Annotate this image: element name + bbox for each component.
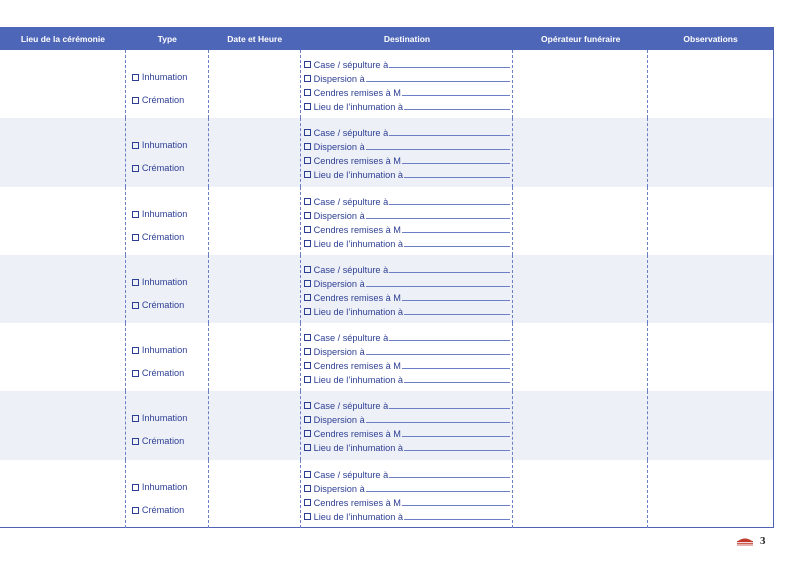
checkbox-icon[interactable] bbox=[132, 165, 139, 172]
type-option[interactable] bbox=[132, 89, 208, 112]
destination-option[interactable] bbox=[304, 98, 510, 112]
table-row bbox=[0, 391, 773, 459]
type-option-label: Crémation bbox=[141, 231, 185, 242]
table-header bbox=[0, 27, 773, 50]
destination-option[interactable] bbox=[304, 494, 510, 508]
checkbox-icon[interactable] bbox=[132, 484, 139, 491]
type-option-label: Inhumation bbox=[141, 140, 188, 151]
destination-option-label: Lieu de l’inhumation à bbox=[313, 238, 403, 249]
header-lieu: Lieu de la cérémonie bbox=[20, 33, 105, 44]
destination-option[interactable] bbox=[304, 138, 510, 152]
fill-in-line[interactable] bbox=[404, 314, 510, 315]
checkbox-icon[interactable] bbox=[304, 499, 311, 506]
destination-option-label: Dispersion à bbox=[313, 74, 365, 84]
date-cell[interactable] bbox=[209, 323, 301, 391]
destination-option-label: Lieu de l’inhumation à bbox=[313, 170, 403, 181]
type-option[interactable] bbox=[132, 271, 208, 294]
type-option-label: Inhumation bbox=[141, 481, 188, 492]
type-option-label: Inhumation bbox=[141, 72, 188, 82]
fill-in-line[interactable] bbox=[366, 354, 510, 355]
fill-in-line[interactable] bbox=[389, 477, 509, 478]
fill-in-line[interactable] bbox=[389, 272, 509, 273]
type-option-label: Crémation bbox=[141, 368, 185, 379]
checkbox-icon[interactable] bbox=[304, 171, 311, 178]
date-cell[interactable] bbox=[209, 391, 301, 459]
fill-in-line[interactable] bbox=[404, 177, 510, 178]
lieu-cell[interactable] bbox=[0, 118, 126, 186]
fill-in-line[interactable] bbox=[402, 505, 510, 506]
fill-in-line[interactable] bbox=[404, 246, 510, 247]
fill-in-line[interactable] bbox=[389, 408, 509, 409]
type-option-label: Inhumation bbox=[141, 208, 188, 219]
destination-option-label: Cendres remises à M bbox=[313, 292, 401, 303]
destination-option[interactable] bbox=[304, 56, 510, 70]
destination-option-label: Lieu de l’inhumation à bbox=[313, 511, 403, 522]
date-cell[interactable] bbox=[209, 118, 301, 186]
observations-cell[interactable] bbox=[648, 118, 773, 186]
fill-in-line[interactable] bbox=[366, 81, 510, 82]
checkbox-icon[interactable] bbox=[132, 279, 139, 286]
destination-option[interactable] bbox=[304, 221, 510, 235]
observations-cell[interactable] bbox=[648, 187, 773, 255]
type-cell bbox=[126, 118, 209, 186]
checkbox-icon[interactable] bbox=[304, 143, 311, 150]
type-cell bbox=[126, 391, 209, 459]
lieu-cell[interactable] bbox=[0, 187, 126, 255]
observations-cell[interactable] bbox=[648, 460, 773, 528]
fill-in-line[interactable] bbox=[389, 135, 509, 136]
date-cell[interactable] bbox=[209, 460, 301, 528]
type-option-label: Inhumation bbox=[141, 345, 188, 356]
fill-in-line[interactable] bbox=[404, 382, 510, 383]
table-row bbox=[0, 118, 773, 186]
checkbox-icon[interactable] bbox=[132, 347, 139, 354]
type-option[interactable] bbox=[132, 203, 208, 226]
operateur-cell[interactable] bbox=[513, 255, 648, 323]
destination-option[interactable] bbox=[304, 289, 510, 303]
page-footer bbox=[736, 535, 766, 547]
checkbox-icon[interactable] bbox=[304, 294, 311, 301]
checkbox-icon[interactable] bbox=[304, 348, 311, 355]
destination-option-label: Dispersion à bbox=[313, 278, 365, 289]
destination-option-label: Case / sépulture à bbox=[313, 469, 389, 480]
destination-option[interactable] bbox=[304, 152, 510, 166]
checkbox-icon[interactable] bbox=[304, 129, 311, 136]
destination-cell bbox=[301, 323, 514, 391]
destination-option[interactable] bbox=[304, 261, 510, 275]
fill-in-line[interactable] bbox=[402, 232, 510, 233]
type-cell bbox=[126, 50, 209, 118]
type-option-label: Inhumation bbox=[141, 276, 188, 287]
type-option[interactable] bbox=[132, 66, 208, 89]
operateur-cell[interactable] bbox=[513, 118, 648, 186]
destination-option-label: Case / sépulture à bbox=[313, 128, 389, 139]
checkbox-icon[interactable] bbox=[304, 362, 311, 369]
fill-in-line[interactable] bbox=[389, 204, 509, 205]
destination-option[interactable] bbox=[304, 329, 510, 343]
destination-option-label: Cendres remises à M bbox=[313, 156, 401, 167]
destination-cell bbox=[301, 187, 514, 255]
checkbox-icon[interactable] bbox=[304, 157, 311, 164]
destination-option[interactable] bbox=[304, 480, 510, 494]
type-option-label: Crémation bbox=[141, 163, 185, 174]
checkbox-icon[interactable] bbox=[304, 416, 311, 423]
destination-option[interactable] bbox=[304, 70, 510, 84]
operateur-cell[interactable] bbox=[513, 460, 648, 528]
fill-in-line[interactable] bbox=[402, 95, 510, 96]
type-option[interactable] bbox=[132, 157, 208, 180]
table-body bbox=[0, 50, 773, 528]
type-cell bbox=[126, 187, 209, 255]
operateur-cell[interactable] bbox=[513, 391, 648, 459]
destination-option-label: Case / sépulture à bbox=[313, 60, 389, 70]
destination-option-label: Cendres remises à M bbox=[313, 361, 401, 372]
checkbox-icon[interactable] bbox=[132, 507, 139, 514]
destination-option-label: Case / sépulture à bbox=[313, 196, 389, 207]
checkbox-icon[interactable] bbox=[132, 415, 139, 422]
operateur-cell[interactable] bbox=[513, 323, 648, 391]
type-option-label: Crémation bbox=[141, 299, 185, 310]
table-row bbox=[0, 323, 773, 391]
destination-option-label: Lieu de l’inhumation à bbox=[313, 102, 403, 112]
table-row bbox=[0, 50, 773, 118]
type-cell bbox=[126, 255, 209, 323]
destination-option[interactable] bbox=[304, 371, 510, 385]
destination-option[interactable] bbox=[304, 466, 510, 480]
fill-in-line[interactable] bbox=[366, 286, 510, 287]
header-observations: Observations bbox=[683, 33, 738, 44]
checkbox-icon[interactable] bbox=[304, 513, 311, 520]
checkbox-icon[interactable] bbox=[304, 240, 311, 247]
checkbox-icon[interactable] bbox=[304, 61, 311, 68]
destination-option[interactable] bbox=[304, 235, 510, 249]
checkbox-icon[interactable] bbox=[132, 438, 139, 445]
fill-in-line[interactable] bbox=[404, 519, 510, 520]
table-row bbox=[0, 187, 773, 255]
destination-option-label: Lieu de l’inhumation à bbox=[313, 375, 403, 386]
destination-option-label: Cendres remises à M bbox=[313, 429, 401, 440]
operateur-cell[interactable] bbox=[513, 50, 648, 118]
lieu-cell[interactable] bbox=[0, 460, 126, 528]
observations-cell[interactable] bbox=[648, 255, 773, 323]
type-cell bbox=[126, 323, 209, 391]
destination-option-label: Cendres remises à M bbox=[313, 224, 401, 235]
checkbox-icon[interactable] bbox=[304, 198, 311, 205]
destination-option[interactable] bbox=[304, 343, 510, 357]
destination-cell bbox=[301, 391, 514, 459]
destination-option-label: Dispersion à bbox=[313, 483, 365, 494]
publisher-logo-icon bbox=[736, 536, 754, 546]
destination-option-label: Dispersion à bbox=[313, 142, 365, 153]
lieu-cell[interactable] bbox=[0, 391, 126, 459]
fill-in-line[interactable] bbox=[366, 149, 510, 150]
destination-option[interactable] bbox=[304, 357, 510, 371]
type-option[interactable] bbox=[132, 134, 208, 157]
checkbox-icon[interactable] bbox=[304, 89, 311, 96]
lieu-cell[interactable] bbox=[0, 255, 126, 323]
date-cell[interactable] bbox=[209, 255, 301, 323]
destination-option[interactable] bbox=[304, 193, 510, 207]
type-option-label: Crémation bbox=[141, 436, 185, 447]
destination-option[interactable] bbox=[304, 124, 510, 138]
destination-option-label: Dispersion à bbox=[313, 347, 365, 358]
destination-option-label: Cendres remises à M bbox=[313, 88, 401, 98]
type-option-label: Inhumation bbox=[141, 413, 188, 424]
header-operateur: Opérateur funéraire bbox=[541, 33, 621, 44]
destination-option[interactable] bbox=[304, 508, 510, 522]
fill-in-line[interactable] bbox=[404, 109, 510, 110]
type-option[interactable] bbox=[132, 362, 208, 385]
page-number: 3 bbox=[760, 535, 766, 547]
destination-option[interactable] bbox=[304, 84, 510, 98]
checkbox-icon[interactable] bbox=[304, 334, 311, 341]
register-table bbox=[0, 27, 774, 528]
type-cell bbox=[126, 460, 209, 528]
checkbox-icon[interactable] bbox=[304, 402, 311, 409]
checkbox-icon[interactable] bbox=[304, 280, 311, 287]
type-option[interactable] bbox=[132, 476, 208, 499]
destination-option-label: Lieu de l’inhumation à bbox=[313, 306, 403, 317]
destination-option[interactable] bbox=[304, 303, 510, 317]
fill-in-line[interactable] bbox=[366, 491, 510, 492]
fill-in-line[interactable] bbox=[402, 436, 510, 437]
checkbox-icon[interactable] bbox=[132, 97, 139, 104]
destination-cell bbox=[301, 118, 514, 186]
checkbox-icon[interactable] bbox=[132, 74, 139, 81]
checkbox-icon[interactable] bbox=[132, 211, 139, 218]
destination-option-label: Case / sépulture à bbox=[313, 264, 389, 275]
destination-option[interactable] bbox=[304, 207, 510, 221]
checkbox-icon[interactable] bbox=[304, 308, 311, 315]
destination-option[interactable] bbox=[304, 166, 510, 180]
type-option[interactable] bbox=[132, 294, 208, 317]
fill-in-line[interactable] bbox=[402, 300, 510, 301]
type-option[interactable] bbox=[132, 499, 208, 522]
checkbox-icon[interactable] bbox=[304, 471, 311, 478]
checkbox-icon[interactable] bbox=[132, 302, 139, 309]
operateur-cell[interactable] bbox=[513, 187, 648, 255]
fill-in-line[interactable] bbox=[402, 368, 510, 369]
checkbox-icon[interactable] bbox=[304, 444, 311, 451]
destination-option[interactable] bbox=[304, 411, 510, 425]
fill-in-line[interactable] bbox=[389, 340, 509, 341]
checkbox-icon[interactable] bbox=[132, 370, 139, 377]
type-option[interactable] bbox=[132, 339, 208, 362]
destination-option-label: Dispersion à bbox=[313, 415, 365, 426]
lieu-cell[interactable] bbox=[0, 323, 126, 391]
destination-option[interactable] bbox=[304, 425, 510, 439]
type-option[interactable] bbox=[132, 407, 208, 430]
header-date: Date et Heure bbox=[227, 33, 283, 44]
checkbox-icon[interactable] bbox=[304, 430, 311, 437]
checkbox-icon[interactable] bbox=[304, 75, 311, 82]
observations-cell[interactable] bbox=[648, 323, 773, 391]
fill-in-line[interactable] bbox=[402, 163, 510, 164]
checkbox-icon[interactable] bbox=[132, 142, 139, 149]
checkbox-icon[interactable] bbox=[304, 103, 311, 110]
destination-cell bbox=[301, 255, 514, 323]
destination-option[interactable] bbox=[304, 397, 510, 411]
destination-option-label: Dispersion à bbox=[313, 210, 365, 221]
observations-cell[interactable] bbox=[648, 391, 773, 459]
checkbox-icon[interactable] bbox=[304, 485, 311, 492]
type-option[interactable] bbox=[132, 430, 208, 453]
destination-option-label: Cendres remises à M bbox=[313, 497, 401, 508]
destination-option-label: Lieu de l’inhumation à bbox=[313, 443, 403, 454]
header-destination: Destination bbox=[383, 33, 431, 44]
type-option[interactable] bbox=[132, 226, 208, 249]
destination-cell bbox=[301, 50, 514, 118]
header-type: Type bbox=[157, 33, 177, 44]
fill-in-line[interactable] bbox=[366, 422, 510, 423]
fill-in-line[interactable] bbox=[389, 67, 509, 68]
observations-cell[interactable] bbox=[648, 50, 773, 118]
destination-option[interactable] bbox=[304, 439, 510, 453]
checkbox-icon[interactable] bbox=[304, 212, 311, 219]
type-option-label: Crémation bbox=[141, 504, 185, 515]
table-row bbox=[0, 255, 773, 323]
destination-option-label: Case / sépulture à bbox=[313, 333, 389, 344]
checkbox-icon[interactable] bbox=[132, 234, 139, 241]
checkbox-icon[interactable] bbox=[304, 376, 311, 383]
lieu-cell[interactable] bbox=[0, 50, 126, 118]
destination-option[interactable] bbox=[304, 275, 510, 289]
fill-in-line[interactable] bbox=[404, 450, 510, 451]
table-row bbox=[0, 460, 773, 528]
date-cell[interactable] bbox=[209, 187, 301, 255]
destination-cell bbox=[301, 460, 514, 528]
type-option-label: Crémation bbox=[141, 95, 185, 105]
destination-option-label: Case / sépulture à bbox=[313, 401, 389, 412]
checkbox-icon[interactable] bbox=[304, 266, 311, 273]
checkbox-icon[interactable] bbox=[304, 226, 311, 233]
fill-in-line[interactable] bbox=[366, 218, 510, 219]
date-cell[interactable] bbox=[209, 50, 301, 118]
